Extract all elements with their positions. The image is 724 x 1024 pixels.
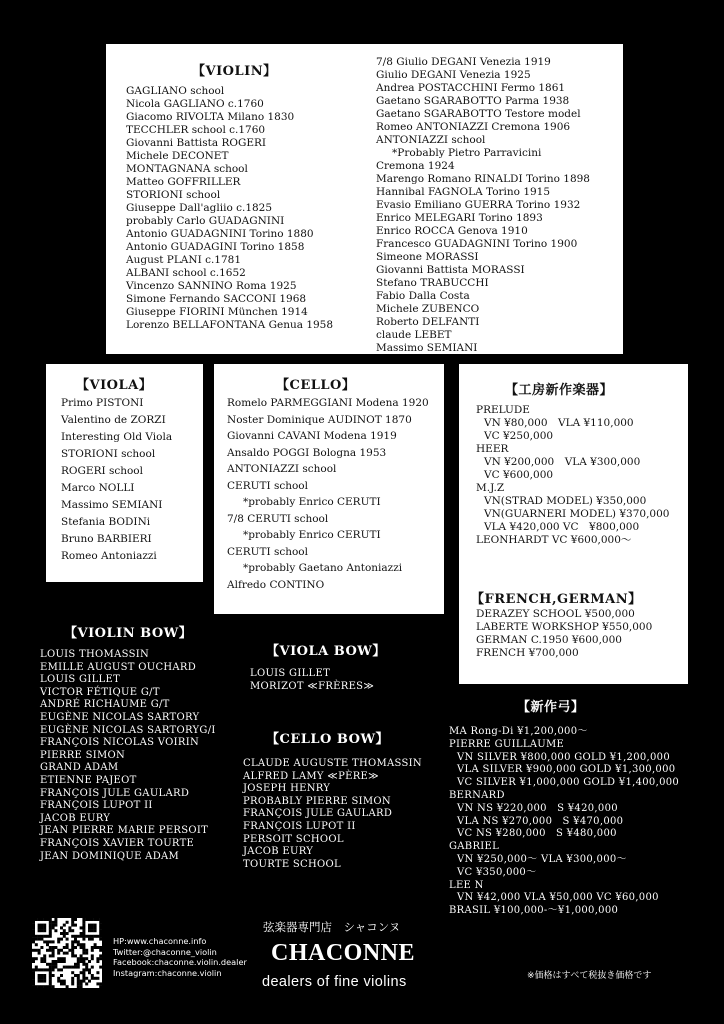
new-bow-item: VC SILVER ¥1,000,000 GOLD ¥1,400,000 xyxy=(457,777,680,789)
violin-list-left xyxy=(126,85,333,332)
viola-panel xyxy=(46,364,203,582)
violin-item: Enrico ROCCA Genova 1910 xyxy=(376,225,528,237)
violin-bow-item: EMILLE AUGUST OUCHARD xyxy=(40,661,197,673)
cello-item: Giovanni CAVANI Modena 1919 xyxy=(227,430,397,442)
cello-item: ANTONIAZZI school xyxy=(227,463,337,475)
violin-bow-item: JACOB EURY xyxy=(40,812,111,824)
violin-item: Giacomo RIVOLTA Milano 1830 xyxy=(126,111,295,123)
new-bow-item: MA Rong-Di ¥1,200,000～ xyxy=(449,726,588,737)
violin-item: *Probably Pietro Parravicini xyxy=(392,147,542,159)
violin-item: TECCHLER school c.1760 xyxy=(126,124,266,136)
new-bow-heading: 【新作弓】 xyxy=(517,700,585,715)
new-bow-item: GABRIEL xyxy=(449,841,500,853)
cello-list xyxy=(227,395,429,593)
violin-bow-item: FRANÇOIS NICOLAS VOIRIN xyxy=(40,737,200,749)
violin-item: Simone Fernando SACCONI 1968 xyxy=(126,293,307,305)
viola-heading: 【VIOLA】 xyxy=(76,378,153,393)
violin-item: Giovanni Battista ROGERI xyxy=(126,137,267,149)
violin-item: Vincenzo SANNINO Roma 1925 xyxy=(126,280,297,292)
violin-item: Fabio Dalla Costa xyxy=(376,290,470,302)
violin-heading: 【VIOLIN】 xyxy=(192,64,277,79)
viola-list xyxy=(61,395,172,565)
brand-tagline: dealers of fine violins xyxy=(262,974,407,990)
cello-item: CERUTI school xyxy=(227,479,308,492)
new-bow-list xyxy=(449,726,679,918)
viola-item: Massimo SEMIANI xyxy=(61,499,163,511)
french-german-item: FRENCH ¥700,000 xyxy=(476,647,579,659)
new-bow-item: PIERRE GUILLAUME xyxy=(449,738,565,750)
tax-note: ※価格はすべて税抜き価格です xyxy=(527,971,652,981)
cello-item: CERUTI school xyxy=(227,545,308,558)
contact-line: Instagram:chaconne.violin xyxy=(113,967,222,978)
violin-bow-item: FRANÇOIS XAVIER TOURTE xyxy=(40,837,195,849)
new-bow-item: VN SILVER ¥800,000 GOLD ¥1,200,000 xyxy=(457,751,671,763)
cello-bow-item: TOURTE SCHOOL xyxy=(243,858,341,870)
violin-item: Simeone MORASSI xyxy=(376,251,479,263)
violin-item: Roberto DELFANTI xyxy=(376,316,480,328)
contact-line: Facebook:chaconne.violin.dealer xyxy=(113,957,247,967)
viola-item: Interesting Old Viola xyxy=(61,431,173,443)
cello-item: *probably Gaetano Antoniazzi xyxy=(243,562,403,574)
violin-item: STORIONI school xyxy=(126,189,221,201)
cello-bow-item: CLAUDE AUGUSTE THOMASSIN xyxy=(243,758,422,769)
cello-item: Noster Dominique AUDINOT 1870 xyxy=(227,413,412,426)
workshop-item: VN(STRAD MODEL) ¥350,000 xyxy=(484,495,647,507)
french-german-list xyxy=(476,608,652,660)
new-bow-item: LEE N xyxy=(449,879,484,891)
violin-item: Francesco GUADAGNINI Torino 1900 xyxy=(376,238,578,250)
viola-item: Primo PISTONI xyxy=(61,397,144,409)
cello-bow-item: FRANÇOIS LUPOT II xyxy=(243,820,356,832)
contact-info xyxy=(113,936,247,978)
violin-item: Gaetano SGARABOTTO Parma 1938 xyxy=(376,95,570,107)
violin-item: MONTAGNANA school xyxy=(126,163,248,175)
workshop-item: HEER xyxy=(476,443,509,455)
cello-bow-item: ALFRED LAMY ≪PÈRE≫ xyxy=(243,770,379,782)
violin-item: Antonio GUADAGNINI Torino 1880 xyxy=(126,228,314,240)
violin-item: Gaetano SGARABOTTO Testore model xyxy=(376,108,581,120)
violin-bow-heading: 【VIOLIN BOW】 xyxy=(64,626,193,641)
violin-bow-item: EUGÈNE NICOLAS SARTORYG/I xyxy=(40,724,216,736)
violin-bow-item: JEAN PIERRE MARIE PERSOIT xyxy=(40,825,209,837)
new-bow-item: VLA SILVER ¥900,000 GOLD ¥1,300,000 xyxy=(457,764,676,776)
violin-bow-item: VICTOR FÉTIQUE G/T xyxy=(40,686,160,698)
violin-item: Enrico MELEGARI Torino 1893 xyxy=(376,212,543,224)
workshop-list xyxy=(476,404,669,547)
violin-item: Giuseppe FIORINI München 1914 xyxy=(126,306,308,318)
violin-item: Giuseppe Dall'agliio c.1825 xyxy=(126,202,273,214)
workshop-item: LEONHARDT VC ¥600,000～ xyxy=(476,534,632,546)
violin-item: Evasio Emiliano GUERRA Torino 1932 xyxy=(376,199,581,211)
violin-item: Giulio DEGANI Venezia 1925 xyxy=(376,69,531,81)
workshop-item: VN ¥80,000 VLA ¥110,000 xyxy=(484,417,634,429)
french-german-heading: 【FRENCH,GERMAN】 xyxy=(471,592,642,607)
french-german-item: DERAZEY SCHOOL ¥500,000 xyxy=(476,608,635,620)
new-bow-item: VLA NS ¥270,000 S ¥470,000 xyxy=(457,815,624,827)
workshop-item: PRELUDE xyxy=(476,404,530,416)
violin-item: Massimo SEMIANI xyxy=(376,342,478,354)
viola-item: Stefania BODINi xyxy=(61,516,151,528)
workshop-item: M.J.Z xyxy=(476,482,505,494)
violin-bow-item: FRANÇOIS JULE GAULARD xyxy=(40,787,190,799)
new-bow-item: VC ¥350,000～ xyxy=(457,866,537,878)
violin-item: August PLANI c.1781 xyxy=(126,254,242,266)
qr-code-icon[interactable] xyxy=(32,918,102,988)
viola-bow-item: LOUIS GILLET xyxy=(250,668,331,679)
cello-panel xyxy=(214,364,444,614)
cello-bow-item: PROBABLY PIERRE SIMON xyxy=(243,795,391,807)
workshop-item: VN ¥200,000 VLA ¥300,000 xyxy=(484,456,641,468)
workshop-heading: 【工房新作楽器】 xyxy=(505,383,614,398)
cello-item: *probably Enrico CERUTI xyxy=(243,496,381,508)
viola-item: ROGERI school xyxy=(61,465,143,477)
cello-item: Ansaldo POGGI Bologna 1953 xyxy=(227,446,387,459)
brand-name: CHACONNE xyxy=(271,940,416,966)
violin-item: Michele DECONET xyxy=(126,150,229,162)
viola-item: Valentino de ZORZI xyxy=(61,414,166,426)
workshop-item: VLA ¥420,000 VC ¥800,000 xyxy=(484,521,640,533)
violin-item: Romeo ANTONIAZZI Cremona 1906 xyxy=(376,121,571,133)
viola-item: Bruno BARBIERI xyxy=(61,533,152,545)
contact-line: Twitter:@chaconne_violin xyxy=(113,946,217,957)
french-german-item: GERMAN C.1950 ¥600,000 xyxy=(476,634,622,646)
violin-item: Cremona 1924 xyxy=(376,160,455,172)
violin-item: Matteo GOFFRILLER xyxy=(126,176,241,188)
french-german-item: LABERTE WORKSHOP ¥550,000 xyxy=(476,621,653,633)
cello-bow-heading: 【CELLO BOW】 xyxy=(266,732,390,747)
new-bow-item: VC NS ¥280,000 S ¥480,000 xyxy=(457,828,617,840)
violin-item: Michele ZUBENCO xyxy=(376,303,480,315)
violin-item: Marengo Romano RINALDI Torino 1898 xyxy=(376,173,590,185)
violin-item: probably Carlo GUADAGNINI xyxy=(126,215,285,227)
workshop-panel xyxy=(459,364,688,684)
violin-bow-item: GRAND ADAM xyxy=(40,762,119,774)
viola-item: STORIONI school xyxy=(61,448,156,460)
viola-bow-heading: 【VIOLA BOW】 xyxy=(266,644,386,659)
cello-item: *probably Enrico CERUTI xyxy=(243,529,381,541)
new-bow-item: VN NS ¥220,000 S ¥420,000 xyxy=(457,802,618,814)
violin-item: Stefano TRABUCCHI xyxy=(376,277,489,289)
violin-item: Antonio GUADAGINI Torino 1858 xyxy=(126,241,305,253)
new-bow-item: BERNARD xyxy=(449,789,505,801)
violin-bow-item: LOUIS GILLET xyxy=(40,674,121,686)
cello-bow-item: FRANÇOIS JULE GAULARD xyxy=(243,808,393,820)
new-bow-item: VN ¥250,000～ VLA ¥300,000～ xyxy=(457,853,627,865)
violin-item: Andrea POSTACCHINI Fermo 1861 xyxy=(376,82,566,94)
violin-bow-item: LOUIS THOMASSIN xyxy=(40,649,150,660)
cello-item: Alfredo CONTINO xyxy=(227,578,325,591)
viola-bow-list xyxy=(250,668,374,693)
violin-bow-item: PIERRE SIMON xyxy=(40,749,126,761)
violin-item: claude LEBET xyxy=(376,329,452,341)
workshop-item: VC ¥600,000 xyxy=(484,469,554,481)
cello-item: Romelo PARMEGGIANI Modena 1920 xyxy=(227,397,429,409)
viola-bow-item: MORIZOT ≪FRÈRES≫ xyxy=(250,680,375,692)
violin-bow-item: EUGÈNE NICOLAS SARTORY xyxy=(40,711,200,723)
violin-item: Nicola GAGLIANO c.1760 xyxy=(126,98,264,110)
violin-bow-list xyxy=(40,649,216,863)
violin-list-right xyxy=(376,56,590,355)
violin-item: ALBANI school c.1652 xyxy=(126,267,246,279)
cello-bow-list xyxy=(243,758,422,871)
workshop-item: VN(GUARNERI MODEL) ¥370,000 xyxy=(484,508,670,520)
viola-item: Marco NOLLI xyxy=(61,482,135,494)
violin-item: Hannibal FAGNOLA Torino 1915 xyxy=(376,186,551,198)
new-bow-item: VN ¥42,000 VLA ¥50,000 VC ¥60,000 xyxy=(457,892,659,904)
violin-item: GAGLIANO school xyxy=(126,85,225,97)
violin-bow-item: ANDRÉ RICHAUME G/T xyxy=(40,699,170,711)
workshop-item: VC ¥250,000 xyxy=(484,430,554,442)
violin-item: ANTONIAZZI school xyxy=(376,134,486,146)
violin-item: Giovanni Battista MORASSI xyxy=(376,264,525,276)
cello-heading: 【CELLO】 xyxy=(276,378,356,393)
violin-bow-item: ETIENNE PAJEOT xyxy=(40,774,137,786)
cello-bow-item: JOSEPH HENRY xyxy=(243,783,331,795)
contact-line: HP:www.chaconne.info xyxy=(113,936,207,946)
violin-item: Lorenzo BELLAFONTANA Genua 1958 xyxy=(126,319,334,331)
violin-bow-item: JEAN DOMINIQUE ADAM xyxy=(40,850,180,862)
violin-panel xyxy=(106,44,623,354)
cello-bow-item: JACOB EURY xyxy=(243,846,314,858)
violin-item: 7/8 Giulio DEGANI Venezia 1919 xyxy=(376,56,551,68)
shop-name-jp: 弦楽器専門店 シャコンヌ xyxy=(263,920,401,934)
viola-item: Romeo Antoniazzi xyxy=(61,550,157,562)
cello-bow-item: PERSOIT SCHOOL xyxy=(243,833,344,845)
cello-item: 7/8 CERUTI school xyxy=(227,512,329,525)
violin-bow-item: FRANÇOIS LUPOT II xyxy=(40,800,153,812)
new-bow-item: BRASIL ¥100,000-～¥1,000,000 xyxy=(449,905,619,917)
